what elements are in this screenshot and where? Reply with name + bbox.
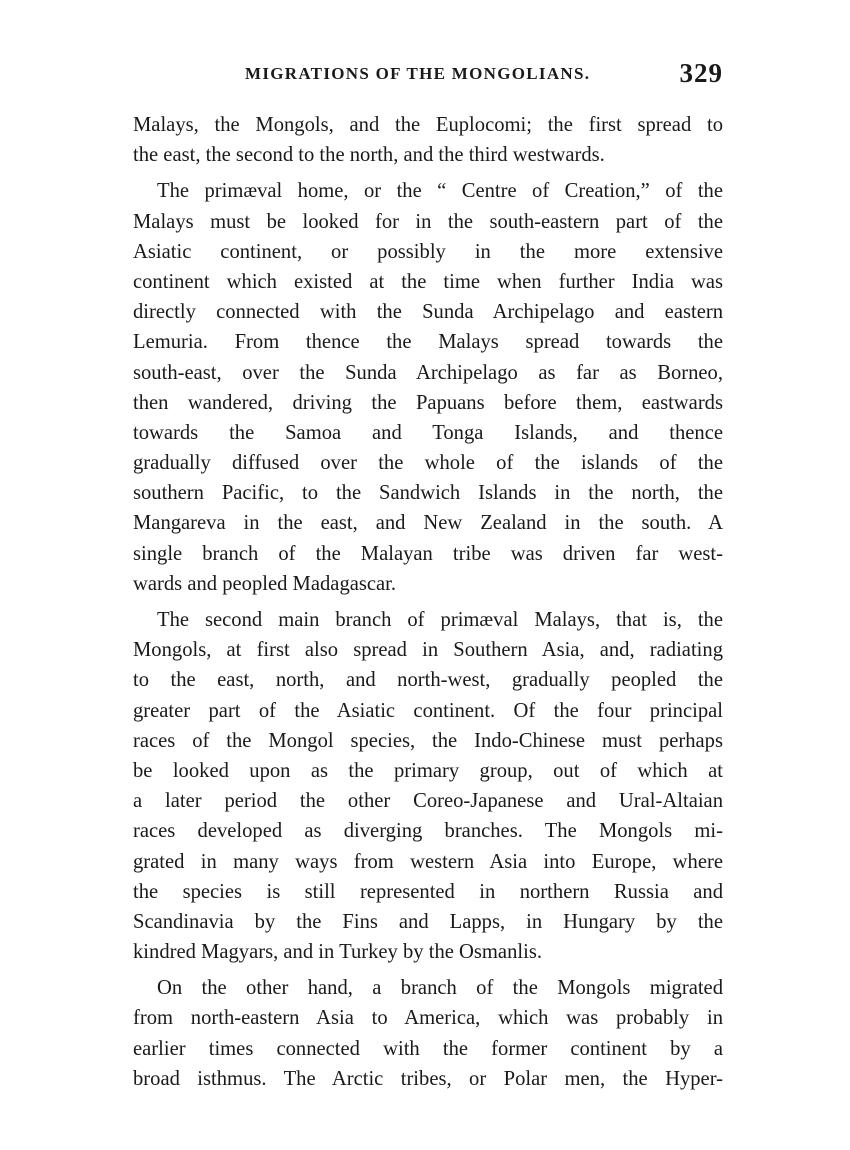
text-line: be looked upon as the primary group, out of which at xyxy=(133,759,723,782)
text-line: to the east, north, and north-west, gradually peopled the xyxy=(133,669,723,692)
text-line: Mangareva in the east, and New Zealand in the south. A xyxy=(133,512,723,535)
text-line: Scandinavia by the Fins and Lapps, in Hungary by the xyxy=(133,910,723,933)
text-line: from north-eastern Asia to America, which was probably in xyxy=(133,1007,723,1030)
text-line: Lemuria. From thence the Malays spread towards the xyxy=(133,331,723,354)
text-line: the species is still represented in northern Russia and xyxy=(133,880,723,903)
text-line: Malays must be looked for in the south-eastern part of the xyxy=(133,210,723,233)
text-line: then wandered, driving the Papuans before them, eastwards xyxy=(133,391,723,414)
text-line: the east, the second to the north, and the third westwards. xyxy=(133,144,605,167)
text-line: grated in many ways from western Asia into Europe, where xyxy=(133,850,723,873)
text-line: towards the Samoa and Tonga Islands, and thence xyxy=(133,421,723,444)
body-text xyxy=(133,110,723,1100)
text-line: a later period the other Coreo-Japanese and Ural-Altaian xyxy=(133,790,723,813)
text-line: earlier times connected with the former continent by a xyxy=(133,1037,723,1060)
paragraph-continued xyxy=(133,110,723,170)
running-title: MIGRATIONS OF THE MONGOLIANS. xyxy=(245,64,591,83)
text-line: directly connected with the Sunda Archipelago and eastern xyxy=(133,301,723,324)
paragraph-america-branch xyxy=(133,973,723,1094)
text-line: greater part of the Asiatic continent. Of the four principal xyxy=(133,699,723,722)
text-line: broad isthmus. The Arctic tribes, or Polar men, the Hyper- xyxy=(133,1067,723,1090)
page-number: 329 xyxy=(679,58,723,88)
running-head xyxy=(133,58,723,90)
text-line: kindred Magyars, and in Turkey by the Osmanlis. xyxy=(133,941,542,964)
text-line: gradually diffused over the whole of the islands of the xyxy=(133,452,723,475)
text-line: races of the Mongol species, the Indo-Chinese must perhaps xyxy=(133,729,723,752)
text-line: Malays, the Mongols, and the Euplocomi; the first spread to xyxy=(133,114,723,136)
text-line: The primæval home, or the “ Centre of Creation,” of the xyxy=(157,180,723,203)
text-line: southern Pacific, to the Sandwich Islands in the north, the xyxy=(133,482,723,505)
text-line: races developed as diverging branches. The Mongols mi- xyxy=(133,820,723,843)
paragraph-mongols xyxy=(133,605,723,967)
text-line: wards and peopled Madagascar. xyxy=(133,572,397,595)
text-line: Mongols, at first also spread in Southern Asia, and, radiating xyxy=(133,639,723,662)
text-line: single branch of the Malayan tribe was driven far west- xyxy=(133,542,723,565)
text-line: south-east, over the Sunda Archipelago as far as Borneo, xyxy=(133,361,723,384)
text-line: continent which existed at the time when further India was xyxy=(133,270,723,293)
text-line: Asiatic continent, or possibly in the more extensive xyxy=(133,240,723,263)
text-line: On the other hand, a branch of the Mongols migrated xyxy=(157,977,723,1000)
paragraph-malays-origin xyxy=(133,176,723,599)
text-line: The second main branch of primæval Malays, that is, the xyxy=(157,609,723,631)
